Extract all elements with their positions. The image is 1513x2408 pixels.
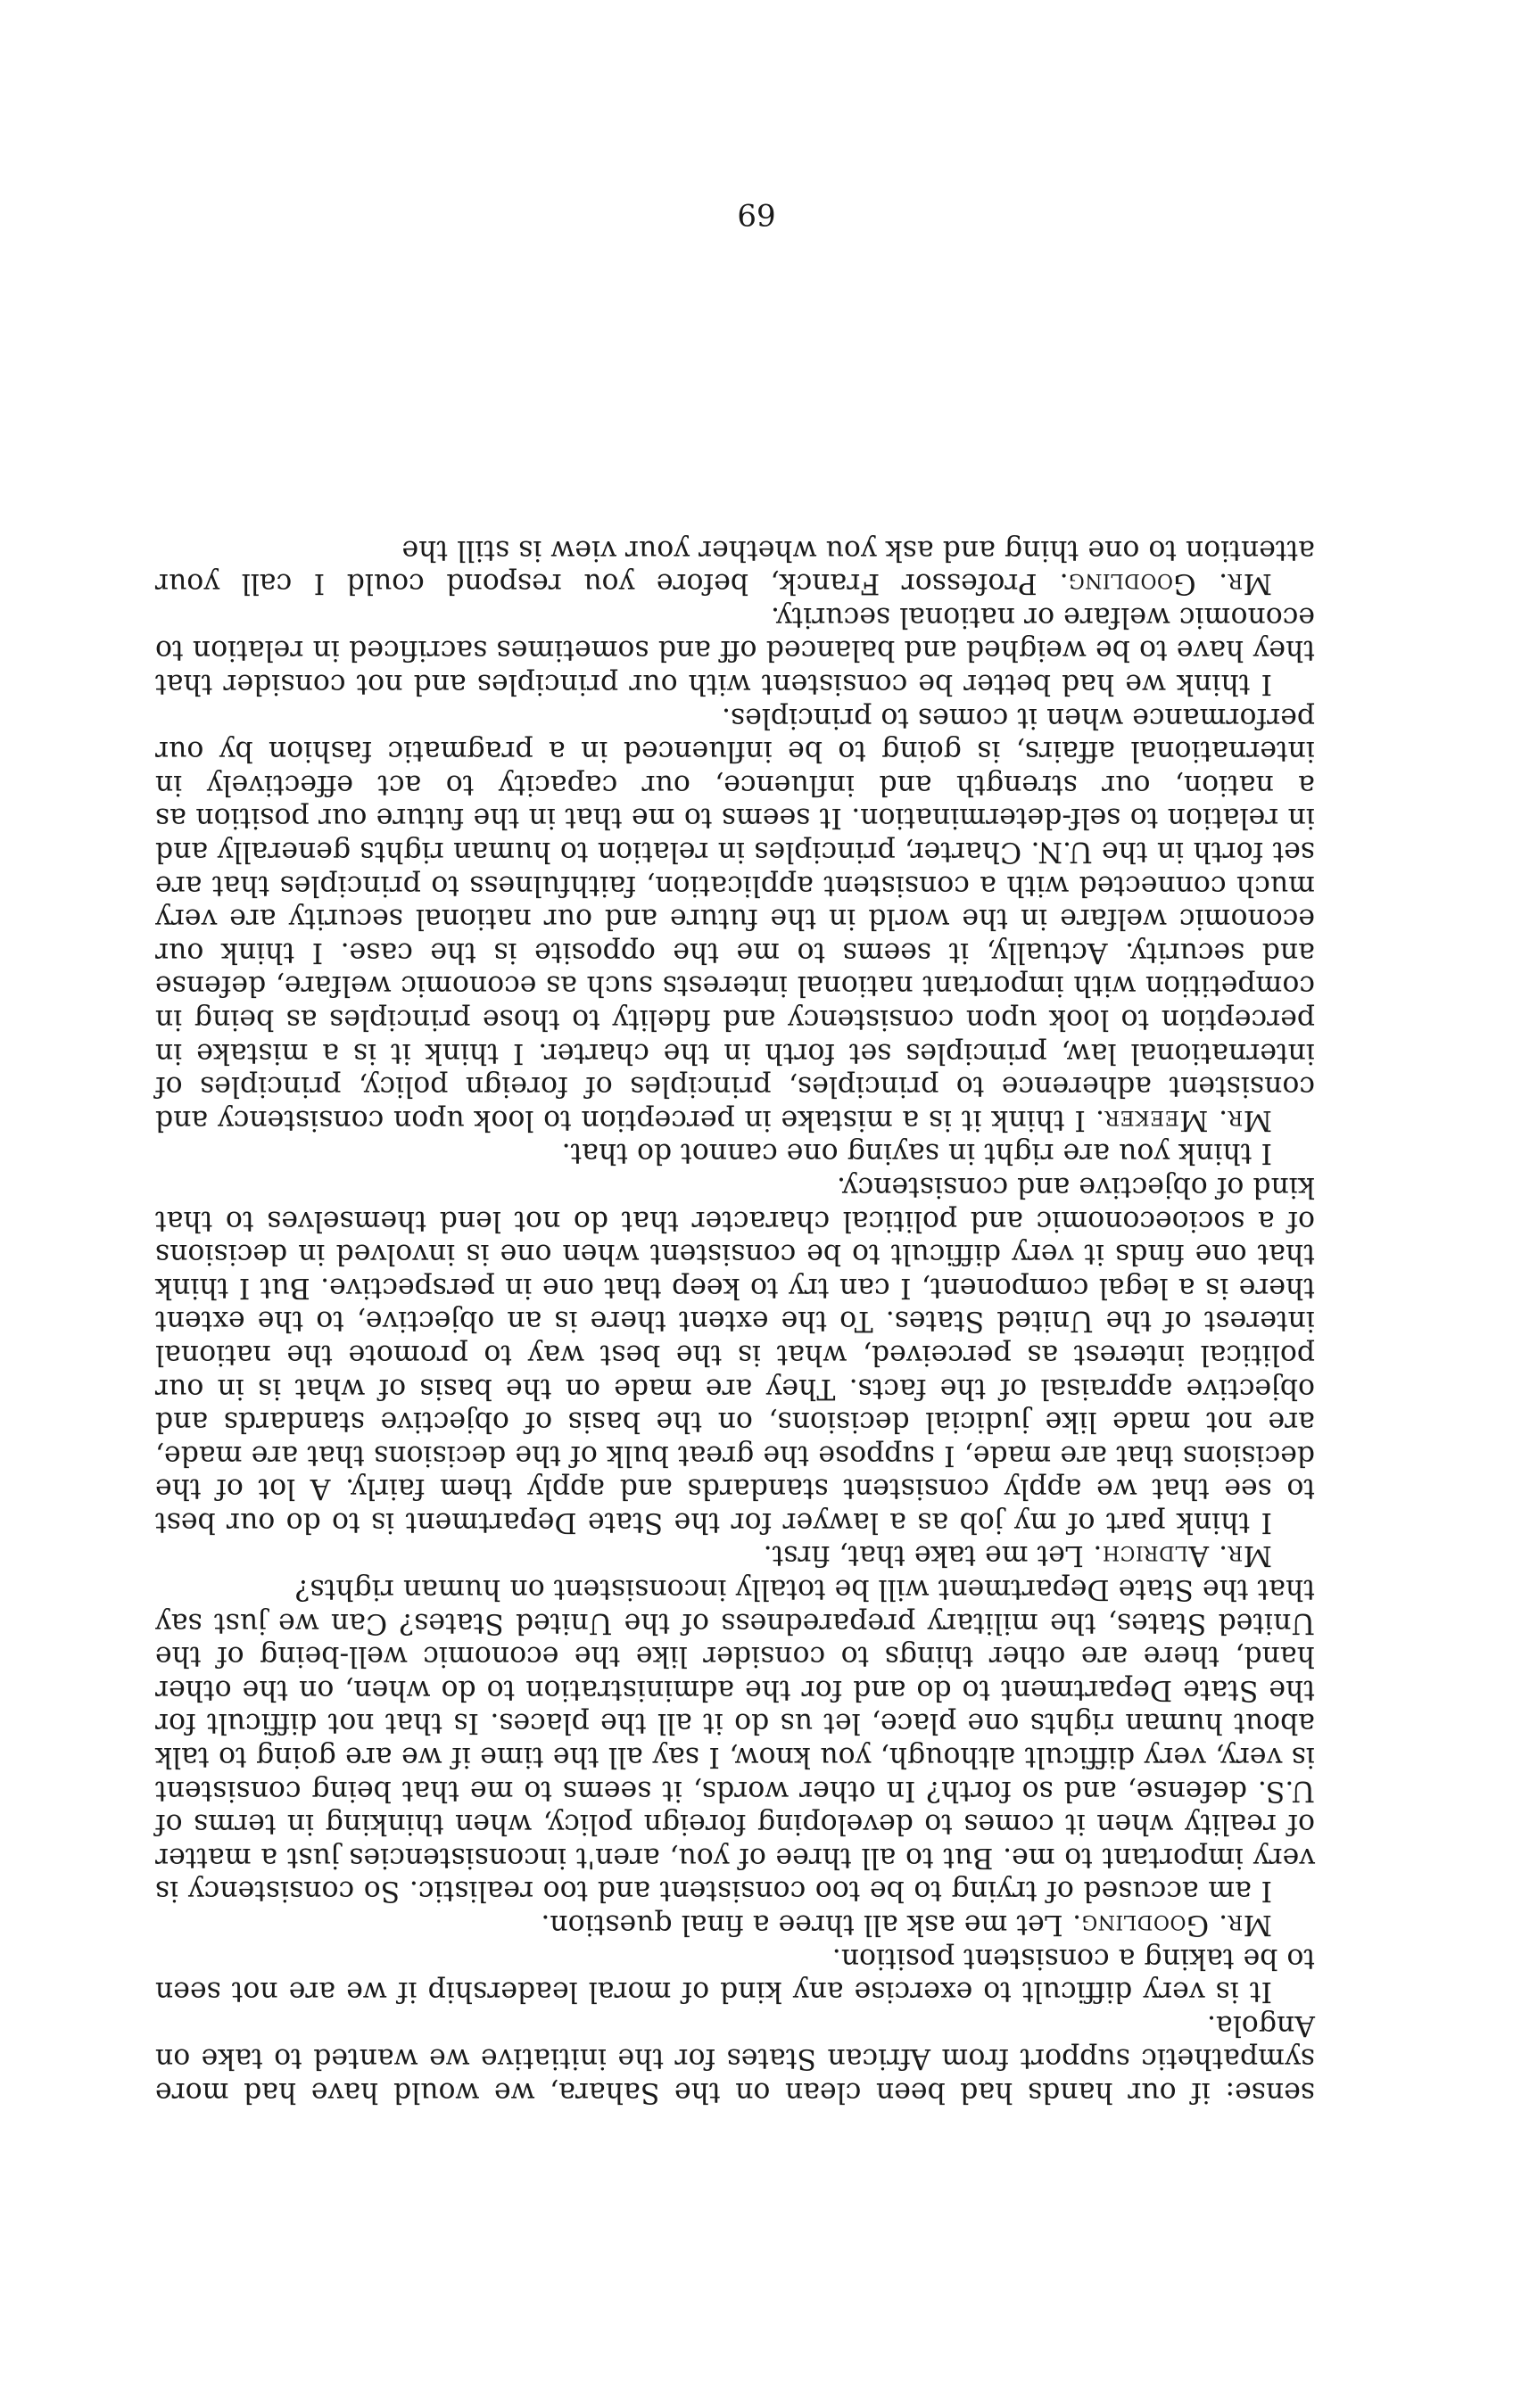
paragraph: I think part of my job as a lawyer for the State Department is to do our best to see that we apply consistent standards and apply them fairly. A lot of the decisions that are made, I suppose the great bulk of the decisions that are made, are not made like judicial decisions, on the basis of objective standards and objective appraisal of the facts. They are made on the basis of what is in our political interest as perceived, what is the best way to promote the national interest of the United States. To the extent there is an objective, to the extent there is a legal component, I can try to keep that one in perspective. But I think that one finds it very difficult to be consistent when one is involved in decisions of a socioeconomic and political character that do not lend themselves to that kind of objective and consistency. [155, 1170, 1315, 1538]
speaker-name: Mr. Goodling. [1071, 1909, 1272, 1942]
speech-text: I think it is a mistake in perception to look upon consistency and consistent adherence to principles, principles of foreign policy, principles of international law, principles set forth in the charter. I think it is a mistake in perception to look upon consistency and fidelity to those principles as being in competition with important national interests such as economic welfare, defense and security. Actually, it seems to me the opposite is the case. I think our economic welfare in the world in the future and our national security are very much connected with a consistent application, faithfulness to principles that are set forth in the U.N. Charter, principles in relation to human rights generally and in relation to self-determination. It seems to me that in the future our position as a nation, our strength and influence, our capacity to act effectively in international affairs, is going to be influenced in a pragmatic fashion by our performance when it comes to principles. [154, 701, 1315, 1136]
paragraph [155, 1907, 1315, 1941]
paragraph [155, 1538, 1315, 1572]
paragraph [155, 532, 1315, 599]
paragraph: sense: if our hands had been clean on the Sahara, we would have had more sympathetic support from African States for the initiative we wanted to take on Angola. [155, 2008, 1315, 2108]
speech-text: Let me take that, first. [763, 1539, 1093, 1572]
paragraph [155, 700, 1315, 1136]
speech-text: Professor Franck, before you respond could I call your attention to one thing and ask you whether your view is still the [154, 533, 1315, 600]
paragraph: I think we had better be consistent with our principles and not consider that they have to be weighed and balanced off and sometimes sacrificed in relation to economic welfare or national security. [155, 600, 1315, 701]
speaker-name: Mr. Meeker. [1095, 1103, 1272, 1136]
paragraph: I am accused of trying to be too consistent and too realistic. So consistency is very important to me. But to all three of you, aren't inconsistencies just a matter of reality when it comes to developing foreign policy, when thinking in terms of U.S. defense, and so forth? In other words, it seems to me that being consistent is very, very difficult although, you know, I say all the time if we are going to talk about human rights one place, let us do it all the places. Is that not difficult for the State Department to do and for the administration to do when, on the other hand, there are other things to consider like the economic well-being of the United States, the military preparedness of the United States? Can we just say that the State Department will be totally inconsistent on human rights? [155, 1573, 1315, 1908]
speaker-name: Mr. Aldrich. [1092, 1539, 1272, 1572]
paragraph: I think you are right in saying one cannot do that. [561, 1137, 1272, 1170]
body-text [155, 532, 1315, 2108]
paragraph: It is very difficult to exercise any kind of moral leadership if we are not seen to be taking a consistent position. [155, 1942, 1315, 2008]
speech-text: Let me ask all three a final question. [541, 1909, 1072, 1942]
page-number: 69 [737, 196, 776, 232]
speaker-name: Mr. Goodling. [1059, 567, 1272, 600]
